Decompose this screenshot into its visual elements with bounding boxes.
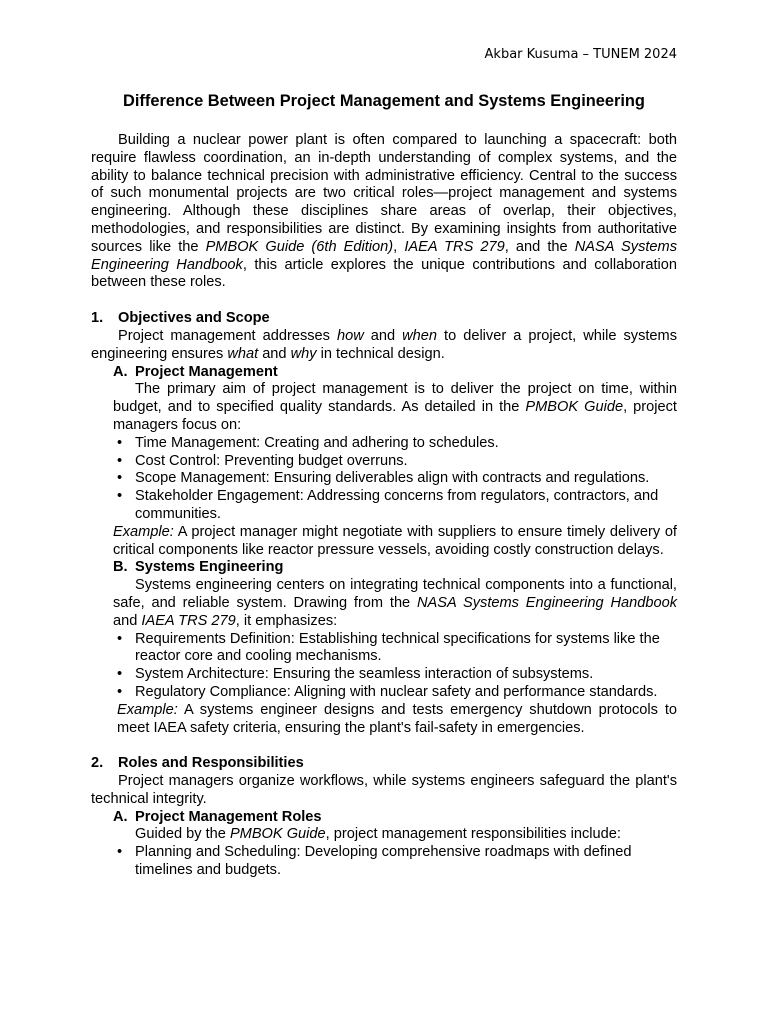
section-1-heading: 1. Objectives and Scope — [91, 310, 270, 327]
document-body — [91, 132, 677, 880]
bullet-icon: • — [117, 488, 123, 505]
section-1-lead: Project management addresses how and when to deliver a project, while systems engineering ensures what and why in technical design. — [91, 327, 677, 362]
list-item: • Requirements Definition: Establishing technical specifications for systems like the reactor core and cooling mechanisms. — [117, 630, 660, 665]
section-1a-paragraph: The primary aim of project management is to deliver the project on time, within budget, and to specified quality standards. As detailed in the PMBOK Guide, project managers focus on: — [113, 381, 677, 433]
list-item: • Regulatory Compliance: Aligning with nuclear safety and performance standards. — [117, 683, 658, 700]
section-1b-bullet-list — [91, 631, 677, 702]
section-2-heading: 2. Roles and Responsibilities — [91, 755, 304, 772]
document-title: Difference Between Project Management and Systems Engineering — [123, 92, 645, 110]
section-1a-bullet-list — [91, 435, 677, 524]
bullet-icon: • — [117, 452, 123, 469]
section-1b-example: Example: A systems engineer designs and tests emergency shutdown protocols to meet IAEA safety criteria, ensuring the plant's fail-safety in emergencies. — [117, 701, 677, 736]
list-item: • System Architecture: Ensuring the seamless interaction of subsystems. — [117, 666, 594, 683]
bullet-icon: • — [117, 683, 123, 700]
list-item: • Planning and Scheduling: Developing comprehensive roadmaps with defined timelines and budgets. — [117, 844, 632, 879]
bullet-icon: • — [117, 434, 123, 451]
bullet-icon: • — [117, 844, 123, 861]
section-2a-heading: A. Project Management Roles — [113, 808, 322, 825]
list-item: • Stakeholder Engagement: Addressing concerns from regulators, contractors, and communities. — [117, 488, 659, 522]
bullet-icon: • — [117, 666, 123, 683]
section-2-lead: Project managers organize workflows, while systems engineers safeguard the plant's technical integrity. — [91, 773, 677, 807]
section-1b-heading: B. Systems Engineering — [113, 559, 284, 576]
section-1b-paragraph: Systems engineering centers on integrating technical components into a functional, safe, and reliable system. Drawing from the NASA Systems Engineering Handbook and IAEA TRS 279, it emphasizes: — [113, 577, 677, 629]
bullet-icon: • — [117, 470, 123, 487]
bullet-icon: • — [117, 630, 123, 647]
intro-paragraph: Building a nuclear power plant is often compared to launching a spacecraft: both require flawless coordination, an in-depth understanding of complex systems, and the ability to balance technical precision with administrative efficiency. Central to the success of such monumental projects are two critical roles—project management and systems engineering. Although these disciplines share areas of overlap, their objectives, methodologies, and responsibilities are distinct. By examining insights from authoritative sources like the PMBOK Guide (6th Edition), IAEA TRS 279, and the NASA Systems Engineering Handbook, this article explores the unique contributions and collaboration between these roles. — [91, 132, 678, 291]
section-2a-paragraph: Guided by the PMBOK Guide, project management responsibilities include: — [135, 826, 621, 843]
section-1a-heading: A. Project Management — [113, 363, 278, 380]
list-item: • Scope Management: Ensuring deliverables align with contracts and regulations. — [117, 470, 650, 487]
list-item: • Cost Control: Preventing budget overruns. — [117, 452, 408, 469]
section-2a-bullet-list — [91, 844, 677, 880]
header-author-line: Akbar Kusuma – TUNEM 2024 — [484, 47, 677, 62]
list-item: • Time Management: Creating and adhering to schedules. — [117, 434, 499, 451]
section-1a-example: Example: A project manager might negotiate with suppliers to ensure timely delivery of critical components like reactor pressure vessels, avoiding costly construction delays. — [113, 523, 677, 558]
